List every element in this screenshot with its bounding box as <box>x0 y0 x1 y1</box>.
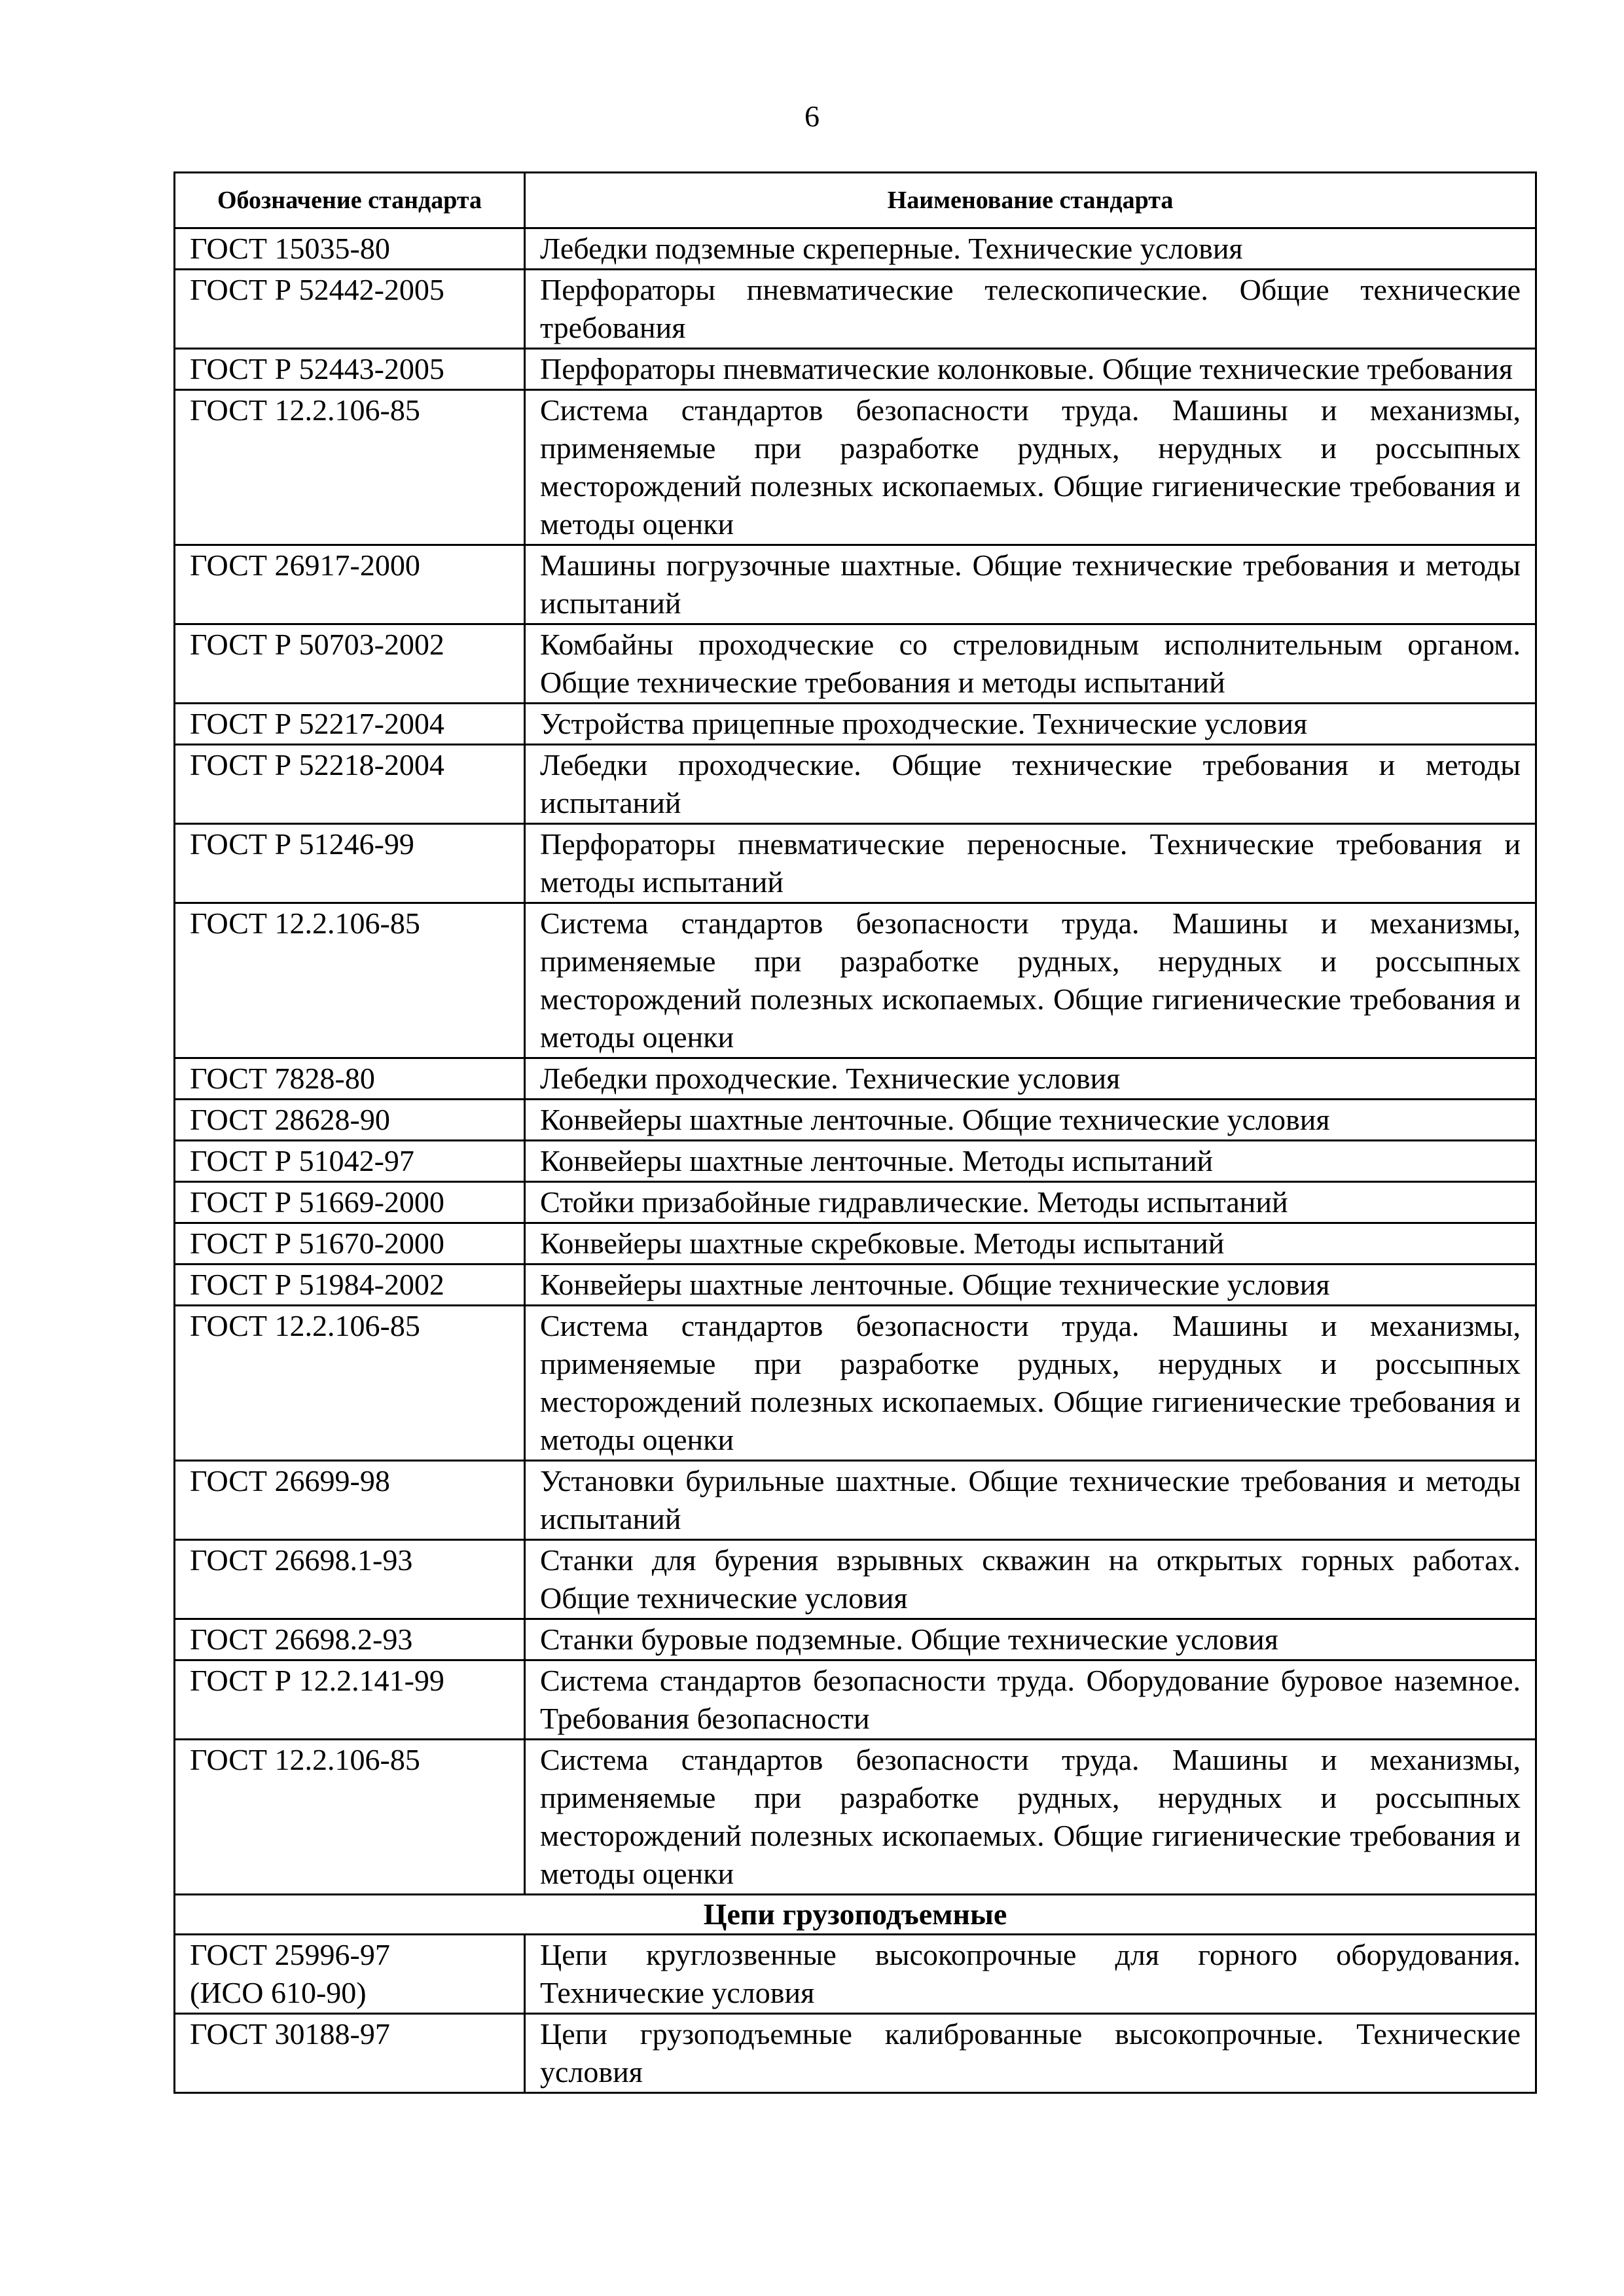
standard-code: ГОСТ Р 51246-99 <box>175 824 525 903</box>
standard-code: ГОСТ 26698.2-93 <box>175 1619 525 1660</box>
standard-code: ГОСТ Р 51669-2000 <box>175 1182 525 1223</box>
standard-code: ГОСТ Р 52217-2004 <box>175 704 525 745</box>
standard-name: Устройства прицепные проходческие. Технические условия <box>525 704 1536 745</box>
table-row <box>175 545 1536 624</box>
table-row <box>175 704 1536 745</box>
standard-code: ГОСТ Р 12.2.141-99 <box>175 1660 525 1740</box>
standard-name: Конвейеры шахтные ленточные. Общие технические условия <box>525 1100 1536 1141</box>
standard-name: Конвейеры шахтные скребковые. Методы испытаний <box>525 1223 1536 1265</box>
table-row <box>175 1141 1536 1182</box>
table-row <box>175 1182 1536 1223</box>
standard-code: ГОСТ 30188-97 <box>175 2014 525 2093</box>
standard-name: Комбайны проходческие со стреловидным исполнительным органом. Общие технические требования и методы испытаний <box>525 624 1536 704</box>
standard-code: ГОСТ 7828-80 <box>175 1058 525 1100</box>
standard-name: Цепи круглозвенные высокопрочные для горного оборудования. Технические условия <box>525 1935 1536 2014</box>
standard-code: ГОСТ 28628-90 <box>175 1100 525 1141</box>
standard-code: ГОСТ 26698.1-93 <box>175 1540 525 1619</box>
standard-name: Система стандартов безопасности труда. Оборудование буровое наземное. Требования безопасности <box>525 1660 1536 1740</box>
standard-name: Конвейеры шахтные ленточные. Общие технические условия <box>525 1265 1536 1306</box>
standard-name: Система стандартов безопасности труда. Машины и механизмы, применяемые при разработке рудных, нерудных и россыпных месторождений полезных ископаемых. Общие гигиенические требования и методы оценки <box>525 390 1536 545</box>
standard-code: ГОСТ 12.2.106-85 <box>175 390 525 545</box>
standard-code: ГОСТ 25996-97 (ИСО 610-90) <box>175 1935 525 2014</box>
standard-name: Лебедки проходческие. Общие технические требования и методы испытаний <box>525 745 1536 824</box>
table-row <box>175 1461 1536 1540</box>
table-row <box>175 2014 1536 2093</box>
standard-code: ГОСТ 12.2.106-85 <box>175 1740 525 1895</box>
standard-name: Станки буровые подземные. Общие технические условия <box>525 1619 1536 1660</box>
table-row <box>175 390 1536 545</box>
table-row <box>175 349 1536 390</box>
table-row <box>175 228 1536 270</box>
table-row <box>175 745 1536 824</box>
table-row <box>175 824 1536 903</box>
standards-table <box>173 171 1537 2094</box>
column-header-name: Наименование стандарта <box>525 173 1536 228</box>
standard-code: ГОСТ 12.2.106-85 <box>175 1306 525 1461</box>
table-row <box>175 270 1536 349</box>
standard-name: Конвейеры шахтные ленточные. Методы испытаний <box>525 1141 1536 1182</box>
standard-code: ГОСТ Р 52218-2004 <box>175 745 525 824</box>
standard-code: ГОСТ 26917-2000 <box>175 545 525 624</box>
standard-name: Система стандартов безопасности труда. Машины и механизмы, применяемые при разработке рудных, нерудных и россыпных месторождений полезных ископаемых. Общие гигиенические требования и методы оценки <box>525 1306 1536 1461</box>
standard-name: Лебедки подземные скреперные. Технические условия <box>525 228 1536 270</box>
table-row <box>175 1540 1536 1619</box>
page-number: 6 <box>804 99 820 133</box>
section-row <box>175 1895 1536 1935</box>
table-row <box>175 1058 1536 1100</box>
table-row <box>175 1223 1536 1265</box>
standard-code: ГОСТ Р 51042-97 <box>175 1141 525 1182</box>
standard-name: Перфораторы пневматические телескопические. Общие технические требования <box>525 270 1536 349</box>
table-row <box>175 1265 1536 1306</box>
standard-name: Система стандартов безопасности труда. Машины и механизмы, применяемые при разработке рудных, нерудных и россыпных месторождений полезных ископаемых. Общие гигиенические требования и методы оценки <box>525 1740 1536 1895</box>
standard-code: ГОСТ Р 50703-2002 <box>175 624 525 704</box>
section-title: Цепи грузоподъемные <box>175 1895 1536 1935</box>
table-row <box>175 1935 1536 2014</box>
standard-code: ГОСТ Р 51670-2000 <box>175 1223 525 1265</box>
table-row <box>175 1306 1536 1461</box>
table-row <box>175 1740 1536 1895</box>
standard-code: ГОСТ 26699-98 <box>175 1461 525 1540</box>
standard-name: Цепи грузоподъемные калиброванные высокопрочные. Технические условия <box>525 2014 1536 2093</box>
standard-name: Лебедки проходческие. Технические условия <box>525 1058 1536 1100</box>
standard-code: ГОСТ 12.2.106-85 <box>175 903 525 1058</box>
table-row <box>175 624 1536 704</box>
standard-code: ГОСТ 15035-80 <box>175 228 525 270</box>
standard-name: Система стандартов безопасности труда. Машины и механизмы, применяемые при разработке рудных, нерудных и россыпных месторождений полезных ископаемых. Общие гигиенические требования и методы оценки <box>525 903 1536 1058</box>
standard-name: Перфораторы пневматические переносные. Технические требования и методы испытаний <box>525 824 1536 903</box>
standard-name: Стойки призабойные гидравлические. Методы испытаний <box>525 1182 1536 1223</box>
table-row <box>175 1619 1536 1660</box>
column-header-code: Обозначение стандарта <box>175 173 525 228</box>
standard-name: Установки бурильные шахтные. Общие технические требования и методы испытаний <box>525 1461 1536 1540</box>
standard-code: ГОСТ Р 52442-2005 <box>175 270 525 349</box>
table-header-row <box>175 173 1536 228</box>
standard-name: Перфораторы пневматические колонковые. Общие технические требования <box>525 349 1536 390</box>
standard-name: Машины погрузочные шахтные. Общие технические требования и методы испытаний <box>525 545 1536 624</box>
standard-code: ГОСТ Р 51984-2002 <box>175 1265 525 1306</box>
standard-name: Станки для бурения взрывных скважин на открытых горных работах. Общие технические условия <box>525 1540 1536 1619</box>
table-row <box>175 1100 1536 1141</box>
table-row <box>175 1660 1536 1740</box>
table-row <box>175 903 1536 1058</box>
standard-code: ГОСТ Р 52443-2005 <box>175 349 525 390</box>
